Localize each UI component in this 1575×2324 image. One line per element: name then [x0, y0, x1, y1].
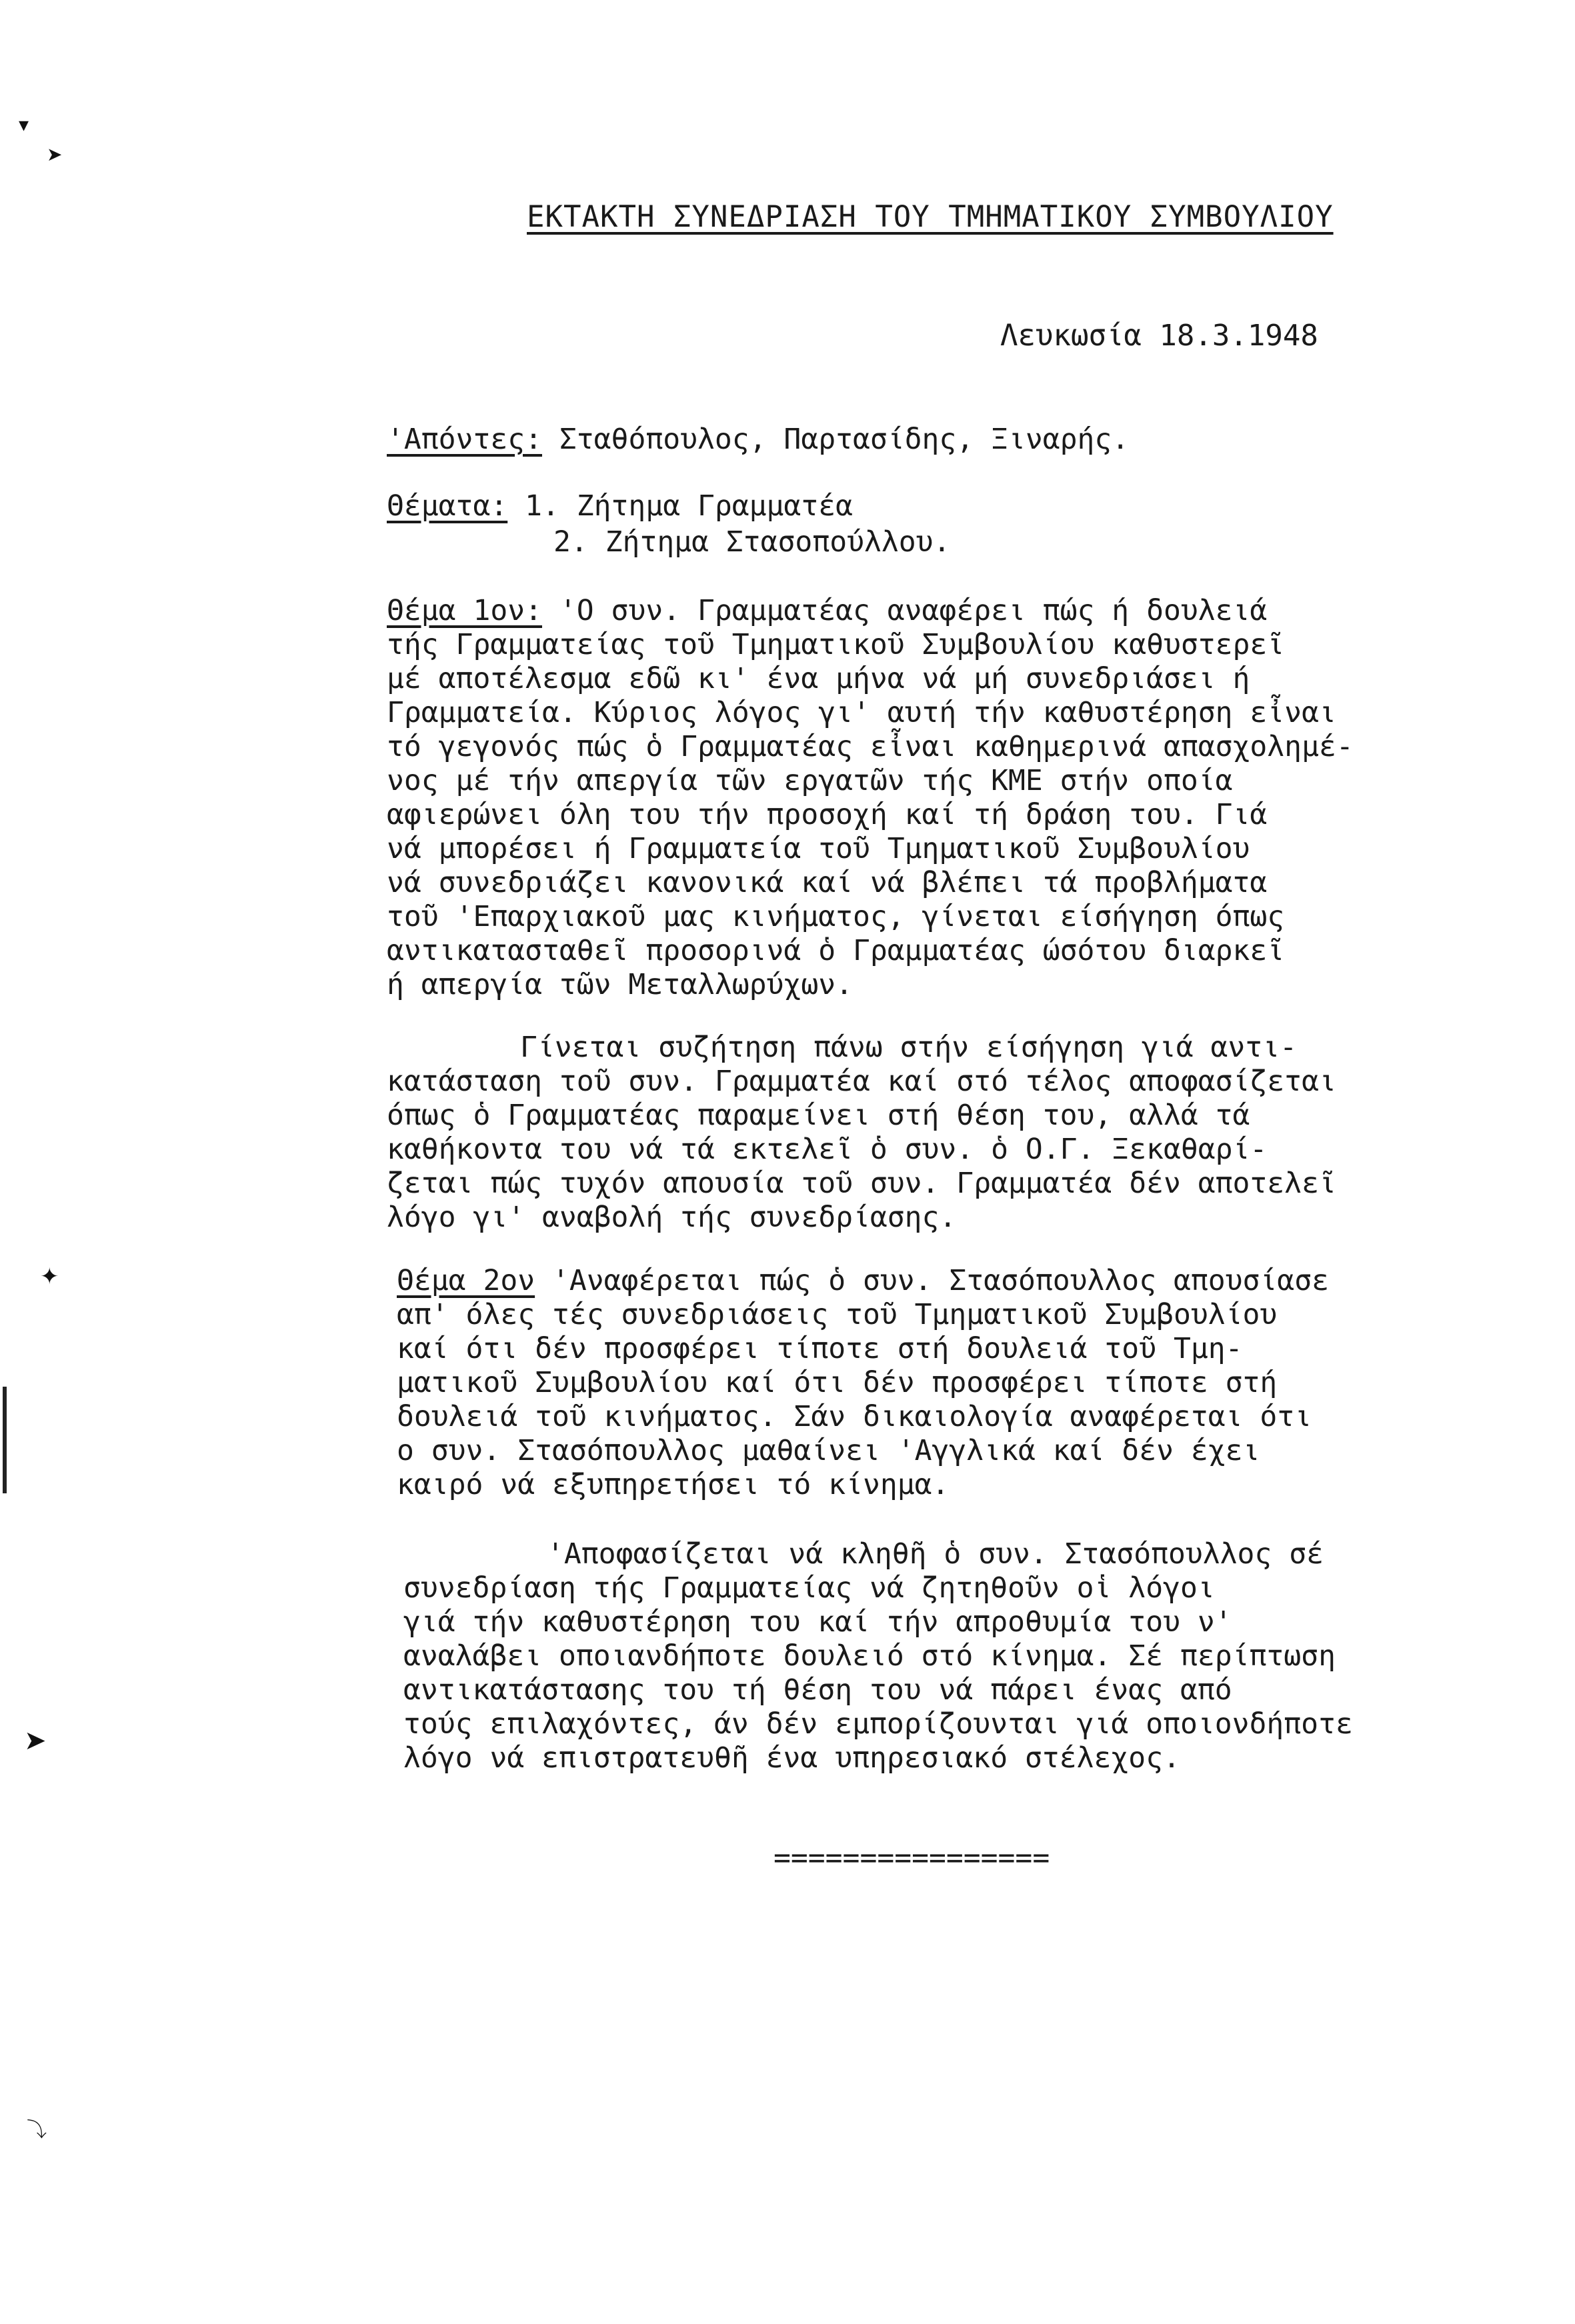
document-title: ΕΚΤΑΚΤΗ ΣΥΝΕΔΡΙΑΣΗ ΤΟΥ ΤΜΗΜΑΤΙΚΟΥ ΣΥΜΒΟΥΛΙΟΥ [527, 200, 1334, 234]
margin-mark-bottom: ⤵ [27, 2119, 47, 2142]
absent-names: Σταθόπουλος, Παρτασίδης, Ξιναρής. [542, 423, 1130, 456]
topic1-line-11: ή απεργία τῶν Μεταλλωρύχων. [387, 968, 853, 1001]
topic2-line-2: καί ότι δέν προσφέρει τίποτε στή δουλειά τοῦ Τμη- [397, 1332, 1243, 1365]
topic1-label: Θέμα 1ον: [387, 594, 542, 627]
topic2-para2-line-0: 'Αποφασίζεται νά κληθῆ ὁ συν. Στασόπουλλος σέ [547, 1537, 1324, 1571]
topic1-line-8: νά συνεδριάζει κανονικά καί νά βλέπει τά προβλήματα [387, 866, 1268, 899]
topic1-line-10: αντικατασταθεῖ προσορινά ὁ Γραμματέας ώσότου διαρκεῖ [387, 934, 1285, 967]
topic1-line-9: τοῦ 'Επαρχιακοῦ μας κινήματος, γίνεται είσήγηση όπως [387, 900, 1285, 933]
margin-line [3, 1387, 7, 1493]
topic1-para2-line-5: λόγο γι' αναβολή τής συνεδρίασης. [387, 1201, 957, 1234]
topic1-line-1: τής Γραμματείας τοῦ Τμηματικοῦ Συμβουλίου καθυστερεῖ [387, 628, 1285, 661]
margin-mark-mid: ✦ [40, 1263, 59, 1290]
topic2-line-4: δουλειά τοῦ κινήματος. Σάν δικαιολογία αναφέρεται ότι [397, 1400, 1312, 1433]
topic1-line-7: νά μπορέσει ή Γραμματεία τοῦ Τμηματικοῦ Συμβουλίου [387, 832, 1250, 865]
topic2-text: 'Αναφέρεται πώς ὁ συν. Στασόπουλλος απουσίασε [535, 1264, 1329, 1297]
topic2-para2-line-3: αναλάβει οποιανδήποτε δουλειό στό κίνημα. Σέ περίπτωση [403, 1639, 1336, 1673]
topic2-line-3: ματικοῦ Συμβουλίου καί ότι δέν προσφέρει τίποτε στή [397, 1366, 1278, 1399]
topic2-line-0 [397, 1264, 1329, 1297]
topics-item-1: 1. Ζήτημα Γραμματέα [507, 489, 853, 523]
topic1-para2-line-1: κατάσταση τοῦ συν. Γραμματέα καί στό τέλος αποφασίζεται [387, 1065, 1336, 1098]
topic1-line-6: αφιερώνει όλη του τήν προσοχή καί τή δράση του. Γιά [387, 798, 1268, 831]
margin-mark-dash: ➤ [47, 143, 63, 165]
topic2-label: Θέμα 2ον [397, 1264, 535, 1297]
document-date: Λευκωσία 18.3.1948 [1000, 319, 1318, 353]
topic2-para2-line-2: γιά τήν καθυστέρηση του καί τήν απροθυμία του ν' [403, 1605, 1232, 1639]
topics-label: Θέματα: [387, 489, 508, 523]
topics-line-2 [553, 525, 951, 559]
topic1-para2-line-2: όπως ὁ Γραμματέας παραμείνει στή θέση του, αλλά τά [387, 1099, 1250, 1132]
absent-line [387, 425, 1129, 454]
topic2-para2-line-5: τούς επιλαχόντες, άν δέν εμπορίζουνται γιά οποιονδήποτε [403, 1707, 1353, 1741]
topic1-para2-line-0: Γίνεται συζήτηση πάνω στήν είσήγηση γιά αντι- [520, 1031, 1297, 1064]
topic1-line-0 [387, 594, 1268, 627]
topic2-line-6: καιρό νά εξυπηρετήσει τό κίνημα. [397, 1468, 950, 1501]
topic1-line-3: Γραμματεία. Κύριος λόγος γι' αυτή τήν καθυστέρηση εἶναι [387, 696, 1336, 729]
margin-mark-arrow: ➤ [24, 1725, 47, 1756]
topic2-line-1: απ' όλες τές συνεδριάσεις τοῦ Τμηματικοῦ Συμβουλίου [397, 1298, 1278, 1331]
topic1-text: 'Ο συν. Γραμματέας αναφέρει πώς ή δουλειά [542, 594, 1268, 627]
topic1-para2-line-3: καθήκοντα του νά τά εκτελεῖ ὁ συν. ὁ Ο.Γ. Ξεκαθαρί- [387, 1133, 1268, 1166]
topic2-line-5: ο συν. Στασόπουλλος μαθαίνει 'Αγγλικά καί δέν έχει [397, 1434, 1260, 1467]
topic2-para2-line-6: λόγο νά επιστρατευθῆ ένα υπηρεσιακό στέλεχος. [403, 1741, 1180, 1775]
topic2-para2-line-1: συνεδρίαση τής Γραμματείας νά ζητηθοῦν οἱ λόγοι [403, 1571, 1215, 1605]
topic1-line-4: τό γεγονός πώς ὁ Γραμματέας εἶναι καθημερινά απασχολημέ- [387, 730, 1354, 763]
topic2-para2-line-4: αντικατάστασης του τή θέση του νά πάρει ένας από [403, 1673, 1232, 1707]
topics-item-2: 2. Ζήτημα Στασοπούλλου. [553, 525, 951, 559]
margin-mark-top: ▾ [19, 113, 29, 137]
topic1-line-2: μέ αποτέλεσμα εδῶ κι' ένα μήνα νά μή συνεδριάσει ή [387, 662, 1250, 695]
topics-line-1 [387, 489, 853, 523]
topic1-para2-line-4: ζεται πώς τυχόν απουσία τοῦ συν. Γραμματέα δέν αποτελεῖ [387, 1167, 1336, 1200]
topic1-line-5: νος μέ τήν απεργία τῶν εργατῶν τής ΚΜΕ στήν οποία [387, 764, 1233, 797]
closing-divider: ================ [773, 1841, 1050, 1875]
absent-label: 'Απόντες: [387, 423, 542, 456]
